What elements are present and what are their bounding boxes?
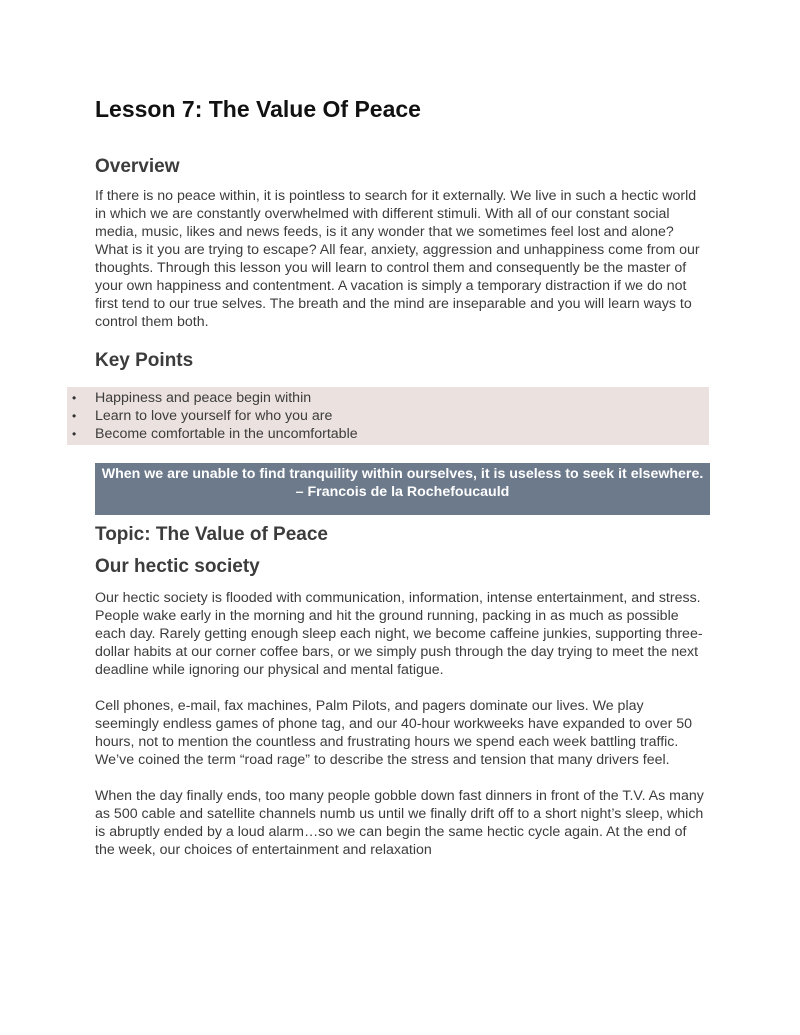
- overview-paragraph: If there is no peace within, it is pointless to search for it externally. We live in such a hectic world in which we are constantly overwhelmed with different stimuli. With all of our constant social media, music, likes and news feeds, is it any wonder that we sometimes feel lost and alone? What is it you are trying to escape? All fear, anxiety, aggression and unhappiness come from our thoughts. Through this lesson you will learn to control them and consequently be the master of your own happiness and contentment. A vacation is simply a temporary distraction if we do not first tend to our true selves. The breath and the mind are inseparable and you will learn ways to control them both.: [95, 188, 700, 330]
- body-paragraph: When the day finally ends, too many people gobble down fast dinners in front of the T.V. As many as 500 cable and satellite channels numb us until we finally drift off to a short night’s sleep, which is abruptly ended by a loud alarm…so we can begin the same hectic cycle again. At the end of the week, our choices of entertainment and relaxation: [95, 788, 704, 858]
- key-points-heading: Key Points: [95, 350, 194, 371]
- quote-text: When we are unable to find tranquility within ourselves, it is useless to seek it elsewhere.: [101, 466, 704, 482]
- key-points-list: [67, 387, 709, 445]
- key-point-text: Learn to love yourself for who you are: [95, 408, 333, 424]
- body-paragraph: Our hectic society is flooded with communication, information, intense entertainment, and stress. People wake early in the morning and hit the ground running, packing in as much as possible each day. Rarely getting enough sleep each night, we become caffeine junkies, supporting three-dollar habits at our corner coffee bars, or we simply push through the day trying to meet the next deadline while ignoring our physical and mental fatigue.: [95, 590, 703, 678]
- quote-author: – Francois de la Rochefoucauld: [295, 484, 510, 500]
- list-item: [67, 389, 709, 407]
- bullet-icon: •: [72, 409, 77, 423]
- list-item: [67, 407, 709, 425]
- bullet-icon: •: [72, 391, 77, 405]
- list-item: [67, 425, 709, 443]
- document-page: [72, 95, 710, 859]
- topic-heading: Topic: The Value of Peace: [95, 524, 328, 545]
- overview-heading: Overview: [95, 156, 180, 177]
- lesson-title: Lesson 7: The Value Of Peace: [95, 96, 421, 122]
- section-subheading: Our hectic society: [95, 556, 260, 577]
- bullet-icon: •: [72, 427, 77, 441]
- key-point-text: Happiness and peace begin within: [95, 390, 312, 406]
- quote-box: [95, 463, 710, 515]
- key-point-text: Become comfortable in the uncomfortable: [95, 426, 358, 442]
- body-paragraph: Cell phones, e-mail, fax machines, Palm Pilots, and pagers dominate our lives. We play seemingly endless games of phone tag, and our 40-hour workweeks have expanded to over 50 hours, not to mention the countless and frustrating hours we spend each week battling traffic. We’ve coined the term “road rage” to describe the stress and tension that many drivers feel.: [95, 698, 693, 768]
